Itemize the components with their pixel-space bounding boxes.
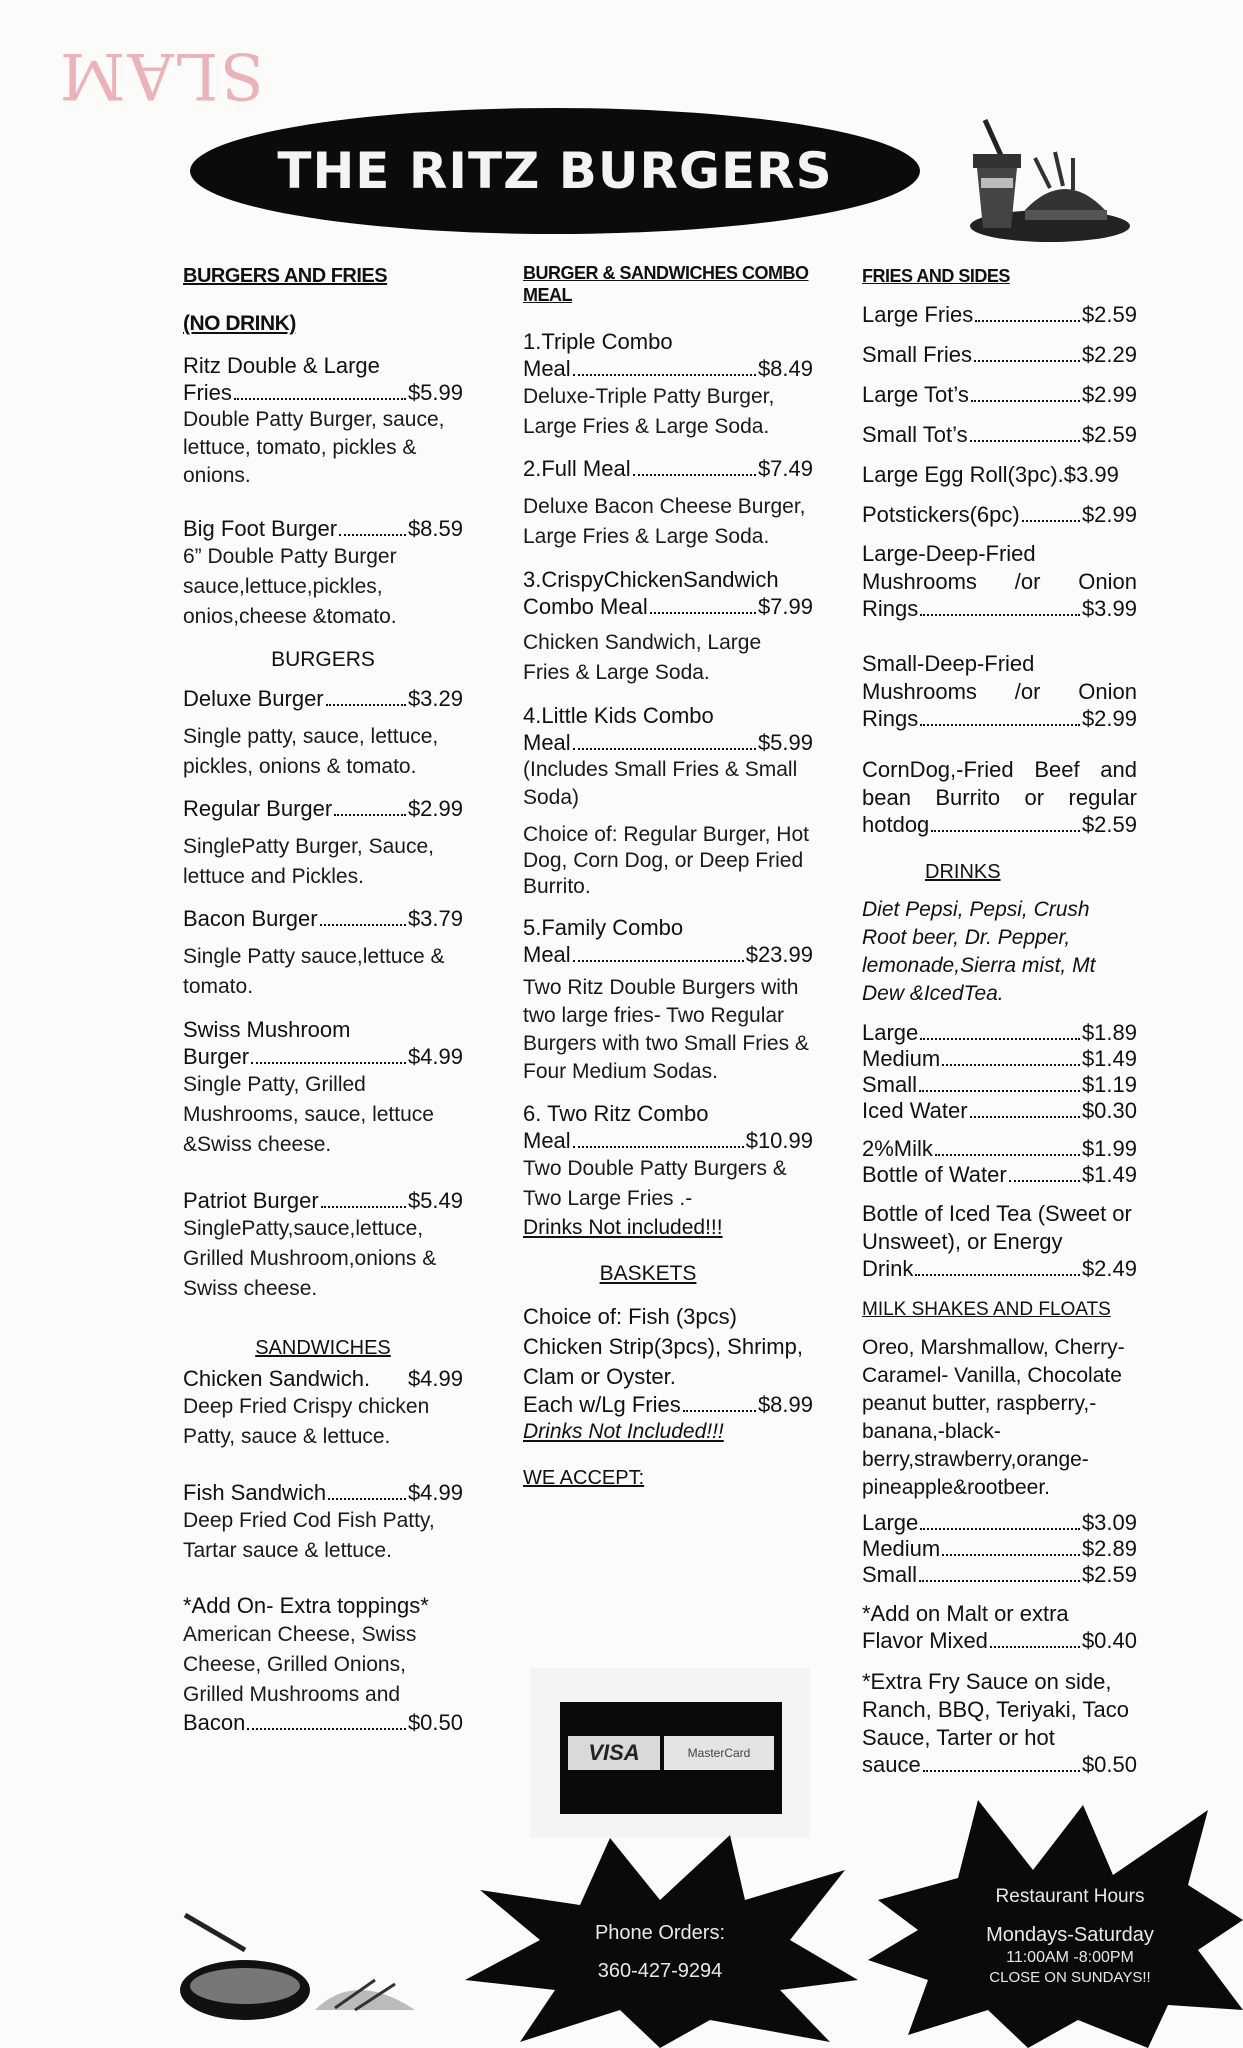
hours-burst-shape <box>868 1790 1243 2048</box>
visa-logo: VISA <box>568 1736 660 1770</box>
menu-item: Bottle of Water $1.49 <box>862 1162 1137 1187</box>
menu-item: *Add On- Extra toppings* American Cheese, Swiss Cheese, Grilled Onions, Grilled Mushrooms and Bacon $0.50 <box>183 1593 463 1735</box>
menu-item: *Extra Fry Sauce on side, Ranch, BBQ, Teriyaki, Taco Sauce, Tarter or hot sauce $0.50 <box>862 1669 1137 1777</box>
menu-item: Regular Burger $2.99 SinglePatty Burger, Sauce, lettuce and Pickles. <box>183 796 463 888</box>
hours-title: Restaurant Hours <box>995 1886 1145 1907</box>
menu-item: Large Egg Roll(3pc). $3.99 <box>862 462 1119 487</box>
restaurant-title: THE RITZ BURGERS <box>190 108 920 234</box>
column-burgers <box>183 262 463 1750</box>
column-combos <box>523 262 813 1492</box>
menu-item: *Add on Malt or extra Flavor Mixed $0.40 <box>862 1601 1137 1653</box>
drinks-prices <box>862 1020 1137 1124</box>
menu-item: Chicken Sandwich. $4.99 Deep Fried Crispy chicken Patty, sauce & lettuce. <box>183 1366 463 1448</box>
menu-item: 5.Family Combo Meal $23.99 Two Ritz Double Burgers with two large fries- Two Regular Burgers with two Small Fries & Four Medium Sodas. <box>523 915 813 1083</box>
phone-number[interactable]: 360-427-9294 <box>597 1960 723 1982</box>
menu-item: Small-Deep-Fried Mushrooms /or Onion Rings $2.99 <box>862 651 1137 731</box>
section-title: BURGERS AND FRIES <box>183 265 388 287</box>
menu-item: Iced Water $0.30 <box>862 1098 1137 1123</box>
column-sides-drinks <box>862 262 1137 1792</box>
milk-water-prices <box>862 1136 1137 1188</box>
menu-item: Bottle of Iced Tea (Sweet or Unsweet), or Energy Drink $2.49 <box>862 1201 1137 1281</box>
menu-item: 3.CrispyChickenSandwich Combo Meal $7.99 Chicken Sandwich, Large Fries & Large Soda. <box>523 567 813 684</box>
menu-item: Small Tot’s $2.59 <box>862 422 1137 447</box>
section-title: BASKETS <box>599 1262 697 1285</box>
mastercard-logo: MasterCard <box>664 1736 774 1770</box>
hours-closed: CLOSE ON SUNDAYS!! <box>989 1969 1151 1986</box>
menu-item: Medium $2.89 <box>862 1536 1137 1561</box>
menu-item: 2.Full Meal $7.49 Deluxe Bacon Cheese Burger, Large Fries & Large Soda. <box>523 456 813 548</box>
section-title: BURGER & SANDWICHES COMBO MEAL <box>523 263 809 305</box>
phone-label: Phone Orders: <box>594 1922 726 1944</box>
section-subtitle: (NO DRINK) <box>183 312 296 335</box>
section-title: DRINKS <box>925 861 1001 883</box>
menu-item: Deluxe Burger $3.29 Single patty, sauce, lettuce, pickles, onions & tomato. <box>183 686 463 778</box>
menu-item: 6. Two Ritz Combo Meal $10.99 Two Double Patty Burgers & Two Large Fries .- Drinks Not included!!! <box>523 1101 813 1239</box>
menu-item: 2%Milk $1.99 <box>862 1136 1137 1161</box>
menu-item: Large Fries $2.59 <box>862 302 1137 327</box>
menu-item: Large Tot’s $2.99 <box>862 382 1137 407</box>
handwritten-note: SLAM <box>58 38 265 112</box>
menu-item: Small $2.59 <box>862 1562 1137 1587</box>
menu-item: Potstickers(6pc) $2.99 <box>862 502 1137 527</box>
menu-item: 4.Little Kids Combo Meal $5.99 (Includes Small Fries & Small Soda) Choice of: Regular Burger, Hot Dog, Corn Dog, or Deep Fried Burrito. <box>523 703 813 898</box>
shakes-prices <box>862 1510 1137 1588</box>
shakes-list: Oreo, Marshmallow, Cherry-Caramel- Vanilla, Chocolate peanut butter, raspberry,-banana,-black-berry,strawberry,orange-pineapple&rootbeer. <box>862 1336 1125 1499</box>
burger-combo-icon <box>955 118 1135 248</box>
hours-days: Mondays-Saturday <box>986 1924 1154 1946</box>
menu-item: Fish Sandwich $4.99 Deep Fried Cod Fish Patty, Tartar sauce & lettuce. <box>183 1480 463 1562</box>
section-title: MILK SHAKES AND FLOATS <box>862 1299 1111 1320</box>
menu-item: Choice of: Fish (3pcs) Chicken Strip(3pcs), Shrimp, Clam or Oyster. Each w/Lg Fries $8.99 Drinks Not Included!!! <box>523 1304 813 1443</box>
menu-item: Large-Deep-Fried Mushrooms /or Onion Rings $3.99 <box>862 541 1137 621</box>
menu-item: Small $1.19 <box>862 1072 1137 1097</box>
menu-item: Large $1.89 <box>862 1020 1137 1045</box>
section-title: FRIES AND SIDES <box>862 266 1010 286</box>
menu-item: Bacon Burger $3.79 Single Patty sauce,lettuce & tomato. <box>183 906 463 998</box>
menu-item: Ritz Double & Large Fries $5.99 Double Patty Burger, sauce, lettuce, tomato, pickles & onions. <box>183 353 463 487</box>
menu-item: 1.Triple Combo Meal $8.49 Deluxe-Triple Patty Burger, Large Fries & Large Soda. <box>523 329 813 438</box>
section-title: BURGERS <box>271 648 375 671</box>
menu-item: Patriot Burger $5.49 SinglePatty,sauce,lettuce, Grilled Mushroom,onions & Swiss cheese. <box>183 1188 463 1300</box>
menu-item: Small Fries $2.29 <box>862 342 1137 367</box>
menu-item: Swiss Mushroom Burger $4.99 Single Patty, Grilled Mushrooms, sauce, lettuce &Swiss cheese. <box>183 1017 463 1156</box>
hours-time: 11:00AM -8:00PM <box>1006 1949 1134 1966</box>
menu-item: CornDog,-Fried Beef and bean Burrito or regular hotdog $2.59 <box>862 757 1137 837</box>
payment-label: WE ACCEPT: <box>523 1467 645 1489</box>
menu-item: Large $3.09 <box>862 1510 1137 1535</box>
section-title: SANDWICHES <box>255 1337 391 1359</box>
drinks-list: Diet Pepsi, Pepsi, Crush Root beer, Dr. Pepper, lemonade,Sierra mist, Mt Dew &IcedTea. <box>862 898 1096 1005</box>
drink-fries-icon <box>175 1910 425 2030</box>
menu-item: Medium $1.49 <box>862 1046 1137 1071</box>
menu-item: Big Foot Burger $8.59 6” Double Patty Burger sauce,lettuce,pickles, onios,cheese &tomato. <box>183 516 463 628</box>
